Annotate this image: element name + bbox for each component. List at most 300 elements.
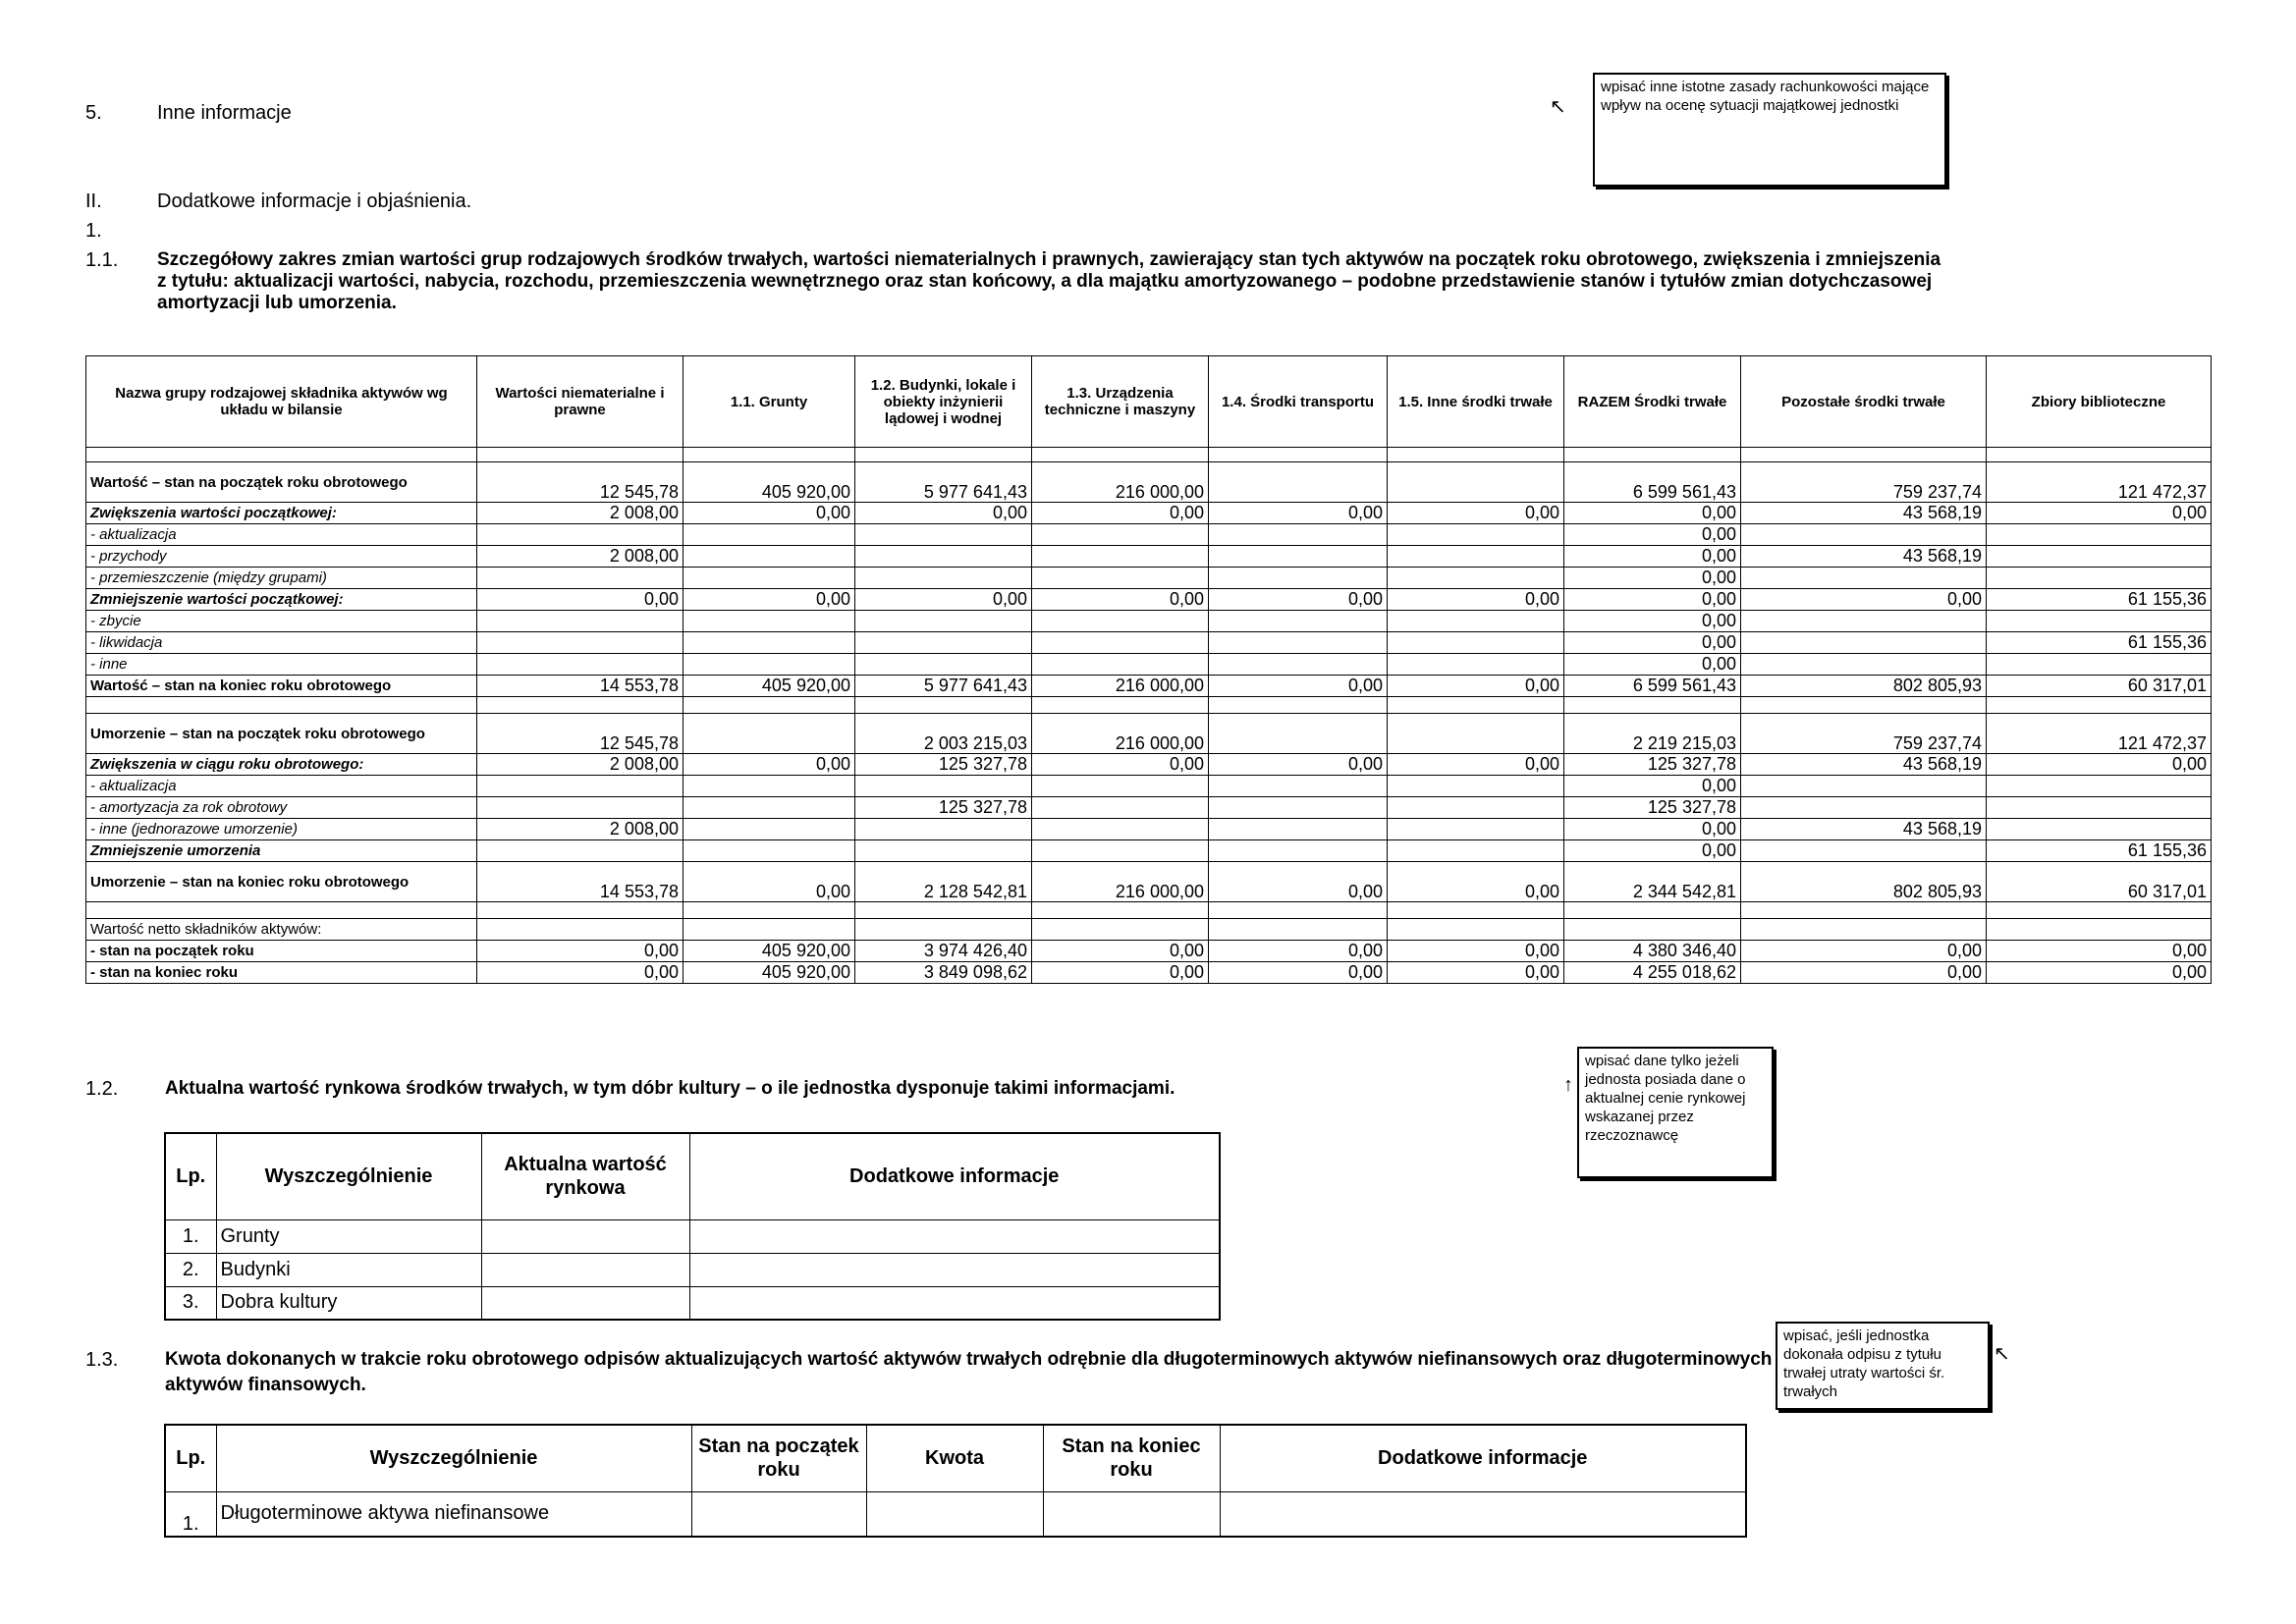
value-cell [1741,840,1987,862]
section-1-1-text: Szczegółowy zakres zmian wartości grup rodzajowych środków trwałych, wartości niematerialnych i prawnych, zawierający stan tych aktywów na początek roku obrotowego, zwiększenia i zmniejszenia z tytułu: aktualizacji wartości, nabycia, rozchodu, przemieszczenia wewnętrznego oraz stan końcowy, a dla majątku amortyzowanego – podobne przedstawienie stanów i tytułów zmian dotychczasowej amortyzacji lub umorzenia. [157,249,1941,313]
value-cell [1564,919,1741,941]
table-row [86,676,2212,697]
value-cell [1987,568,2212,589]
value-cell: 60 317,01 [1987,862,2212,902]
value-cell: 125 327,78 [1564,754,1741,776]
table-row [86,611,2212,632]
item-cell: Grunty [216,1219,481,1253]
value-cell [855,524,1032,546]
value-cell [1043,1491,1220,1537]
value-cell: 2 008,00 [477,754,683,776]
value-cell: 43 568,19 [1741,754,1987,776]
spacer-row [86,448,2212,462]
value-cell: 0,00 [1032,503,1209,524]
value-cell [477,919,683,941]
row-label: - stan na koniec roku [86,962,477,984]
section-1-2-number: 1.2. [85,1078,119,1100]
arrow-icon: ↑ [1563,1074,1573,1096]
lp-cell: 2. [165,1253,216,1286]
spacer-cell [855,448,1032,462]
gap-cell [1564,697,1741,714]
value-cell [1032,524,1209,546]
value-cell: 0,00 [1388,962,1564,984]
value-cell: 6 599 561,43 [1564,676,1741,697]
value-cell: 125 327,78 [1564,797,1741,819]
table-row [86,840,2212,862]
value-cell: 216 000,00 [1032,862,1209,902]
value-cell [1388,654,1564,676]
table-row [86,632,2212,654]
value-cell: 802 805,93 [1741,862,1987,902]
value-cell: 4 380 346,40 [1564,941,1741,962]
value-cell [1032,919,1209,941]
value-cell [683,632,855,654]
value-cell [477,524,683,546]
value-cell [1741,568,1987,589]
arrow-icon: ↖ [1550,96,1566,118]
table-row [86,654,2212,676]
header-cell: Pozostałe środki trwałe [1741,356,1987,448]
value-cell [1388,546,1564,568]
value-cell: 0,00 [1564,654,1741,676]
value-cell [1741,776,1987,797]
value-cell: 3 974 426,40 [855,941,1032,962]
gap-cell [683,902,855,919]
row-label: Wartość – stan na koniec roku obrotowego [86,676,477,697]
row-label: Zwiększenia wartości początkowej: [86,503,477,524]
row-label: Zmniejszenie umorzenia [86,840,477,862]
value-cell [855,819,1032,840]
value-cell [1741,632,1987,654]
gap-cell [1987,697,2212,714]
item-cell: Długoterminowe aktywa niefinansowe [216,1491,691,1537]
value-cell [1388,819,1564,840]
value-cell [1741,654,1987,676]
header-cell: 1.4. Środki transportu [1209,356,1388,448]
spacer-cell [683,448,855,462]
value-cell: 0,00 [1741,941,1987,962]
value-cell: 0,00 [1564,776,1741,797]
value-cell: 0,00 [855,589,1032,611]
note-impairment: wpisać, jeśli jednostka dokonała odpisu z tytułu trwałej utraty wartości śr. trwałych [1776,1322,1990,1410]
value-cell [683,797,855,819]
spacer-cell [1388,448,1564,462]
value-cell [1209,797,1388,819]
value-cell: 121 472,37 [1987,462,2212,503]
value-cell [855,632,1032,654]
item-cell: Dobra kultury [216,1286,481,1320]
gap-cell [855,697,1032,714]
gap-row [86,697,2212,714]
header-cell: 1.1. Grunty [683,356,855,448]
value-cell: 0,00 [1388,941,1564,962]
section-ii-title: Dodatkowe informacje i objaśnienia. [157,190,472,212]
gap-cell [477,902,683,919]
value-cell: 759 237,74 [1741,714,1987,754]
table-row [86,589,2212,611]
value-cell: 0,00 [1388,754,1564,776]
impairment-table [164,1424,1747,1538]
value-cell: 12 545,78 [477,462,683,503]
value-cell: 0,00 [1209,962,1388,984]
header-cell: Zbiory biblioteczne [1987,356,2212,448]
table-row [86,546,2212,568]
table-row [86,962,2212,984]
value-cell: 43 568,19 [1741,819,1987,840]
value-cell: 3 849 098,62 [855,962,1032,984]
value-cell: 121 472,37 [1987,714,2212,754]
info-cell [689,1286,1220,1320]
table-header-row [165,1425,1746,1491]
row-label: Wartość netto składników aktywów: [86,919,477,941]
lp-cell: 1. [165,1219,216,1253]
table-row [86,919,2212,941]
value-cell: 0,00 [683,503,855,524]
header-lp: Lp. [165,1425,216,1491]
spacer-cell [1209,448,1388,462]
value-cell: 0,00 [1564,589,1741,611]
spacer-cell [1741,448,1987,462]
header-cell: Wartości niematerialne i prawne [477,356,683,448]
gap-cell [683,697,855,714]
item-cell: Budynki [216,1253,481,1286]
value-cell [1741,919,1987,941]
value-cell: 5 977 641,43 [855,676,1032,697]
value-cell: 0,00 [1209,589,1388,611]
row-label: Wartość – stan na początek roku obrotowego [86,462,477,503]
value-cell: 61 155,36 [1987,840,2212,862]
value-cell [683,919,855,941]
value-cell: 802 805,93 [1741,676,1987,697]
gap-row [86,902,2212,919]
value-cell [1388,524,1564,546]
table-row [86,503,2212,524]
value-cell [691,1491,866,1537]
value-cell: 4 255 018,62 [1564,962,1741,984]
table-row [165,1491,1746,1537]
section-1-3-text: Kwota dokonanych w trakcie roku obrotowego odpisów aktualizujących wartość aktywów trwałych odrębnie dla długoterminowych aktywów niefinansowych oraz długoterminowych aktywów finansowych. [165,1349,1773,1395]
value-cell [1987,546,2212,568]
value-cell [855,840,1032,862]
value-cell: 2 003 215,03 [855,714,1032,754]
table-row [86,524,2212,546]
spacer-cell [1987,448,2212,462]
value-cell: 0,00 [1388,503,1564,524]
value-cell: 0,00 [1032,941,1209,962]
value-cell: 405 920,00 [683,941,855,962]
value-cell [1741,797,1987,819]
value-cell [1987,654,2212,676]
value-cell: 0,00 [1032,962,1209,984]
value-cell [683,654,855,676]
header-cell: 1.5. Inne środki trwałe [1388,356,1564,448]
gap-cell [1388,697,1564,714]
value-cell [1209,714,1388,754]
value-cell: 0,00 [683,754,855,776]
value-cell [1032,546,1209,568]
value-cell [683,524,855,546]
value-cell [866,1491,1043,1537]
row-label: Zwiększenia w ciągu roku obrotowego: [86,754,477,776]
value-cell [477,654,683,676]
section-ii-number: II. [85,190,102,212]
value-cell [1741,611,1987,632]
value-cell: 0,00 [1741,589,1987,611]
row-label: - aktualizacja [86,776,477,797]
value-cell: 405 920,00 [683,962,855,984]
value-cell [1987,524,2212,546]
value-cell: 6 599 561,43 [1564,462,1741,503]
row-label: - likwidacja [86,632,477,654]
value-cell: 0,00 [1209,503,1388,524]
section-5-title: Inne informacje [157,102,292,124]
value-cell: 0,00 [477,589,683,611]
spacer-cell [1032,448,1209,462]
value-cell: 0,00 [477,941,683,962]
value-cell [683,714,855,754]
table-row [86,941,2212,962]
value-cell: 2 344 542,81 [1564,862,1741,902]
value-cell [855,776,1032,797]
table-row [86,462,2212,503]
value-cell [1209,632,1388,654]
value-cell: 5 977 641,43 [855,462,1032,503]
value-cell: 61 155,36 [1987,589,2212,611]
value-cell [1388,462,1564,503]
value-cell [477,840,683,862]
value-cell [477,568,683,589]
value-cell [1388,632,1564,654]
gap-cell [1388,902,1564,919]
header-cell: RAZEM Środki trwałe [1564,356,1741,448]
info-cell [689,1253,1220,1286]
value-cell [855,654,1032,676]
value-cell [1032,840,1209,862]
value-cell: 0,00 [1987,754,2212,776]
value-cell [1987,611,2212,632]
value-cell: 0,00 [1564,840,1741,862]
value-cell [477,797,683,819]
header-item: Wyszczególnienie [216,1133,481,1219]
value-cell: 14 553,78 [477,862,683,902]
value-cell: 43 568,19 [1741,503,1987,524]
arrow-icon: ↖ [1994,1343,2010,1365]
value-cell [1987,797,2212,819]
section-1-2-text: Aktualna wartość rynkowa środków trwałych, w tym dóbr kultury – o ile jednostka dysponuje takimi informacjami. [165,1078,1175,1099]
value-cell [1209,776,1388,797]
gap-cell [1032,697,1209,714]
header-additional-info: Dodatkowe informacje [1220,1425,1746,1491]
row-label: - zbycie [86,611,477,632]
section-1-3-number: 1.3. [85,1349,119,1371]
value-cell: 61 155,36 [1987,632,2212,654]
value-cell: 0,00 [1209,754,1388,776]
header-lp: Lp. [165,1133,216,1219]
gap-cell [1741,697,1987,714]
value-cell [477,611,683,632]
value-cell [683,776,855,797]
gap-cell [1032,902,1209,919]
value-cell: 405 920,00 [683,462,855,503]
row-label: - aktualizacja [86,524,477,546]
gap-cell [86,697,477,714]
header-cell: 1.3. Urządzenia techniczne i maszyny [1032,356,1209,448]
section-1-number: 1. [85,220,102,242]
value-cell [1032,632,1209,654]
value-cell: 0,00 [1564,632,1741,654]
row-label: Umorzenie – stan na początek roku obrotowego [86,714,477,754]
value-cell [1388,714,1564,754]
value-cell [1388,568,1564,589]
value-cell [1032,797,1209,819]
value-cell: 0,00 [1209,941,1388,962]
header-cell: 1.2. Budynki, lokale i obiekty inżynierii lądowej i wodnej [855,356,1032,448]
value-cell [855,568,1032,589]
value-cell: 0,00 [1564,503,1741,524]
value-cell [1032,654,1209,676]
spacer-cell [1564,448,1741,462]
market-value-table [164,1132,1221,1321]
value-cell [1209,524,1388,546]
value-cell [1209,919,1388,941]
value-cell: 14 553,78 [477,676,683,697]
value-cell [1032,611,1209,632]
value-cell [1209,654,1388,676]
value-cell [481,1219,689,1253]
table-row [86,754,2212,776]
table-header-row [86,356,2212,448]
value-cell [683,819,855,840]
row-label: Umorzenie – stan na koniec roku obrotowego [86,862,477,902]
value-cell [1388,611,1564,632]
value-cell: 216 000,00 [1032,714,1209,754]
value-cell [683,611,855,632]
value-cell: 0,00 [1388,589,1564,611]
value-cell: 0,00 [1987,941,2212,962]
row-label: Zmniejszenie wartości początkowej: [86,589,477,611]
value-cell: 0,00 [1209,862,1388,902]
gap-cell [1741,902,1987,919]
lp-cell: 3. [165,1286,216,1320]
value-cell: 0,00 [477,962,683,984]
header-cell: Nazwa grupy rodzajowej składnika aktywów wg układu w bilansie [86,356,477,448]
value-cell [1987,919,2212,941]
info-cell [689,1219,1220,1253]
table-row [86,819,2212,840]
value-cell: 216 000,00 [1032,462,1209,503]
value-cell [1032,776,1209,797]
row-label: - stan na początek roku [86,941,477,962]
gap-cell [86,902,477,919]
value-cell [1388,919,1564,941]
value-cell: 0,00 [1388,676,1564,697]
value-cell: 0,00 [1987,962,2212,984]
value-cell: 405 920,00 [683,676,855,697]
value-cell: 2 219 215,03 [1564,714,1741,754]
value-cell [683,840,855,862]
header-amount: Kwota [866,1425,1043,1491]
value-cell [1388,776,1564,797]
value-cell [1987,776,2212,797]
header-end-balance: Stan na koniec roku [1043,1425,1220,1491]
header-item: Wyszczególnienie [216,1425,691,1491]
gap-cell [1209,697,1388,714]
row-label: - amortyzacja za rok obrotowy [86,797,477,819]
value-cell [855,919,1032,941]
value-cell [683,546,855,568]
gap-cell [1209,902,1388,919]
value-cell [1987,819,2212,840]
value-cell: 0,00 [1564,611,1741,632]
value-cell: 216 000,00 [1032,676,1209,697]
gap-cell [1564,902,1741,919]
table-row [86,862,2212,902]
gap-cell [1987,902,2212,919]
row-label: - przychody [86,546,477,568]
value-cell: 759 237,74 [1741,462,1987,503]
table-row [86,714,2212,754]
row-label: - przemieszczenie (między grupami) [86,568,477,589]
value-cell: 0,00 [855,503,1032,524]
table-row [165,1286,1220,1320]
value-cell: 0,00 [1032,589,1209,611]
value-cell: 0,00 [1209,676,1388,697]
value-cell [855,611,1032,632]
value-cell: 125 327,78 [855,754,1032,776]
table-header-row [165,1133,1220,1219]
row-label: - inne (jednorazowe umorzenie) [86,819,477,840]
value-cell [1209,546,1388,568]
value-cell [1032,819,1209,840]
value-cell [481,1286,689,1320]
value-cell [477,776,683,797]
value-cell [477,632,683,654]
value-cell: 2 008,00 [477,503,683,524]
value-cell: 2 128 542,81 [855,862,1032,902]
value-cell: 0,00 [683,862,855,902]
spacer-cell [477,448,683,462]
value-cell [683,568,855,589]
value-cell: 60 317,01 [1987,676,2212,697]
table-row [165,1219,1220,1253]
value-cell: 125 327,78 [855,797,1032,819]
value-cell: 0,00 [1564,546,1741,568]
value-cell: 0,00 [1564,568,1741,589]
note-accounting-principles: wpisać inne istotne zasady rachunkowości mające wpływ na ocenę sytuacji majątkowej jednostki [1593,73,1946,187]
value-cell [1209,611,1388,632]
value-cell: 2 008,00 [477,819,683,840]
value-cell [481,1253,689,1286]
value-cell: 0,00 [683,589,855,611]
section-1-1-number: 1.1. [85,249,119,271]
header-start-balance: Stan na początek roku [691,1425,866,1491]
info-cell [1220,1491,1746,1537]
value-cell: 0,00 [1388,862,1564,902]
value-cell [1741,524,1987,546]
section-5-number: 5. [85,102,102,124]
value-cell [1209,568,1388,589]
value-cell: 0,00 [1032,754,1209,776]
value-cell [1388,797,1564,819]
value-cell: 0,00 [1741,962,1987,984]
value-cell [1209,462,1388,503]
note-market-value: wpisać dane tylko jeżeli jednosta posiada dane o aktualnej cenie rynkowej wskazanej przez rzeczoznawcę [1577,1047,1774,1178]
table-row [86,797,2212,819]
table-row [86,568,2212,589]
gap-cell [477,697,683,714]
fixed-assets-table [85,355,2212,984]
lp-cell: 1. [165,1491,216,1537]
